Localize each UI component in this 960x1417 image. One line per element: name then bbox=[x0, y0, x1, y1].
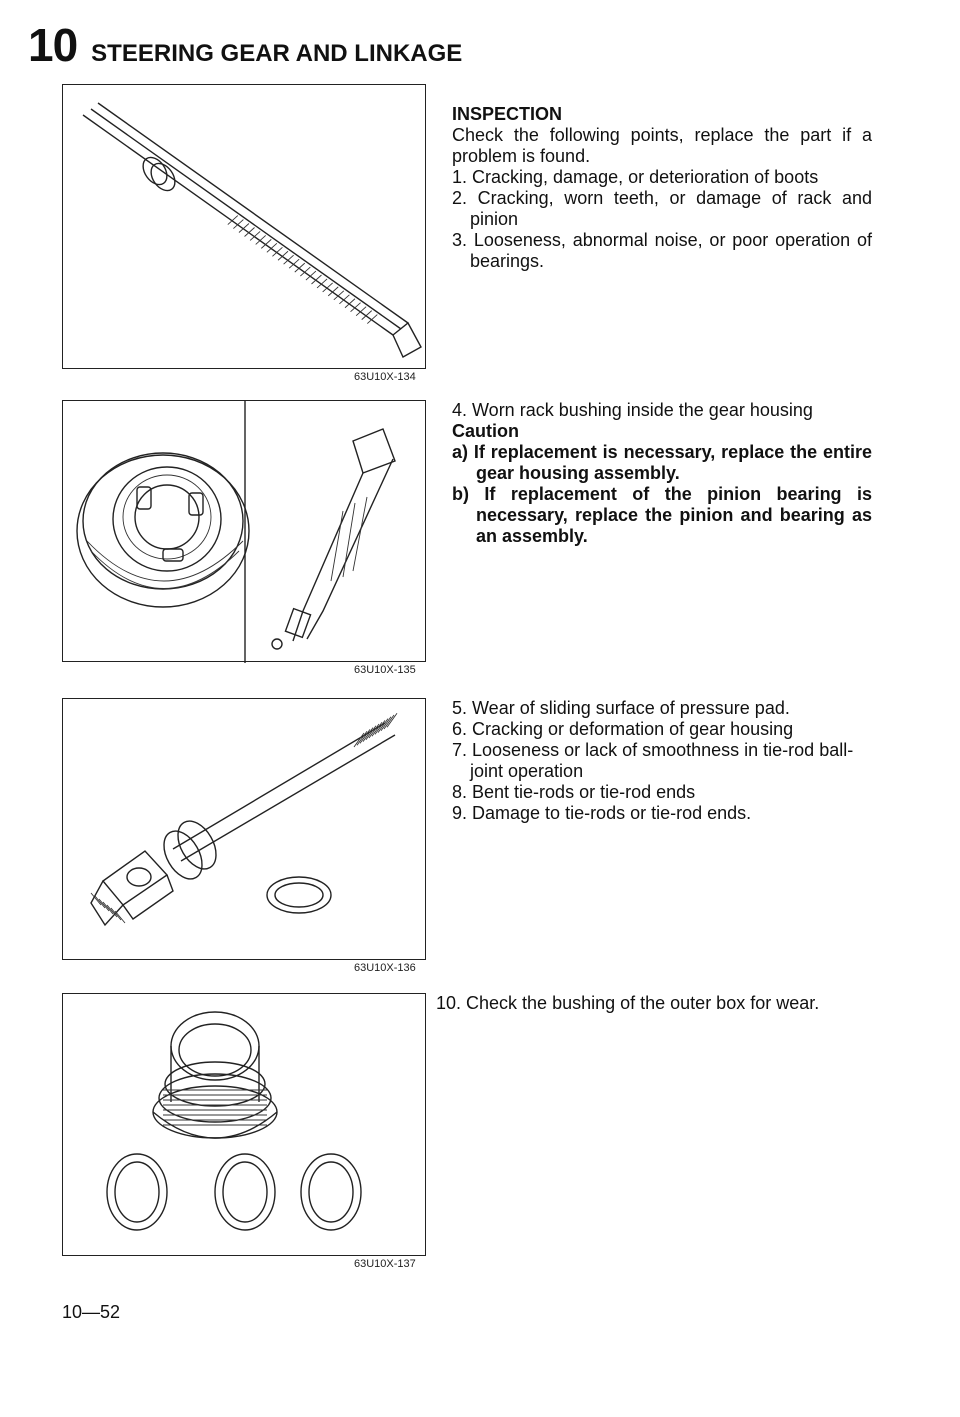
rack-illustration bbox=[63, 85, 427, 370]
inspection-item-1: 1. Cracking, damage, or deterioration of boots bbox=[452, 167, 819, 187]
inspection-item-5: 5. Wear of sliding surface of pressure pad. bbox=[452, 698, 790, 718]
outer-box-bushing-illustration bbox=[63, 994, 427, 1257]
figure-pinion-bearing bbox=[62, 400, 426, 662]
inspection-item-8: 8. Bent tie-rods or tie-rod ends bbox=[452, 782, 696, 802]
inspection-item-4: 4. Worn rack bushing inside the gear housing bbox=[452, 400, 813, 420]
inspection-section bbox=[452, 104, 872, 272]
inspection-section-3 bbox=[452, 698, 872, 824]
inspection-section-4 bbox=[436, 993, 856, 1014]
inspection-item-3: 3. Looseness, abnormal noise, or poor operation of bearings. bbox=[452, 230, 872, 271]
inspection-intro: Check the following points, replace the part if a problem is found. bbox=[452, 125, 872, 166]
pinion-bearing-illustration bbox=[63, 401, 427, 663]
figure-code-3: 63U10X-136 bbox=[354, 962, 416, 974]
caution-b: b) If replacement of the pinion bearing is necessary, replace the pinion and bearing as an assembly. bbox=[452, 484, 872, 546]
caution-a: a) If replacement is necessary, replace the entire gear housing assembly. bbox=[452, 442, 872, 483]
chapter-number: 10 bbox=[28, 19, 78, 71]
inspection-section-2 bbox=[452, 400, 872, 547]
inspection-heading: INSPECTION bbox=[452, 104, 563, 124]
chapter-title: STEERING GEAR AND LINKAGE bbox=[91, 40, 463, 67]
caution-title: Caution bbox=[452, 421, 519, 441]
inspection-item-10: 10. Check the bushing of the outer box for wear. bbox=[436, 993, 820, 1013]
figure-rack bbox=[62, 84, 426, 369]
figure-code-2: 63U10X-135 bbox=[354, 664, 416, 676]
inspection-item-7: 7. Looseness or lack of smoothness in tie-rod ball-joint operation bbox=[452, 740, 854, 781]
inspection-item-2: 2. Cracking, worn teeth, or damage of rack and pinion bbox=[452, 188, 872, 229]
figure-code-4: 63U10X-137 bbox=[354, 1258, 416, 1270]
figure-outer-box-bushing bbox=[62, 993, 426, 1256]
figure-code-1: 63U10X-134 bbox=[354, 371, 416, 383]
page-header bbox=[28, 19, 463, 71]
figure-tie-rod bbox=[62, 698, 426, 960]
page-number: 10—52 bbox=[62, 1302, 121, 1322]
inspection-item-6: 6. Cracking or deformation of gear housing bbox=[452, 719, 794, 739]
inspection-item-9: 9. Damage to tie-rods or tie-rod ends. bbox=[452, 803, 752, 823]
tie-rod-illustration bbox=[63, 699, 427, 961]
